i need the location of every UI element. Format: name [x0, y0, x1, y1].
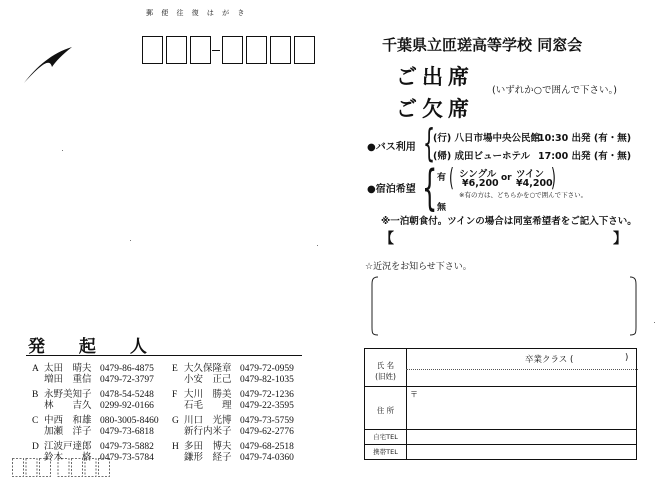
founder-phone: 0478-54-5248 — [100, 390, 154, 400]
postal-code-dash — [212, 50, 220, 51]
group-letter: E — [172, 364, 178, 374]
room-single-price: ¥6,200 — [462, 178, 499, 189]
address-input[interactable] — [420, 389, 635, 427]
bus-return-route: (帰) 成田ビューホテル — [433, 151, 531, 162]
name-label: 氏 名 — [376, 361, 395, 370]
founder-name: 石毛 理 — [184, 401, 232, 411]
lodging-label: ●宿泊希望 — [367, 184, 416, 195]
founder-name: 江波戸達郎 — [44, 442, 92, 452]
founder-name: 林 吉久 — [44, 401, 92, 411]
founder-name: 太田 晴夫 — [44, 364, 92, 374]
room-twin[interactable]: ツイン — [516, 169, 545, 180]
postal-code-box[interactable] — [142, 36, 163, 64]
bus-outbound-time[interactable]: 10:30 出発 (有・無) — [538, 133, 632, 144]
postal-mark-icon — [22, 45, 74, 85]
founders-divider — [26, 355, 302, 356]
absent-option[interactable]: ご欠席 — [396, 97, 474, 121]
group-letter: B — [32, 390, 39, 400]
news-label: ☆近況をお知らせ下さい。 — [365, 262, 472, 272]
founder-phone: 0479-73-5759 — [240, 416, 294, 426]
group-letter: G — [172, 416, 179, 426]
founder-name: 鎌形 経子 — [184, 453, 232, 463]
reply-title: 千葉県立匝瑳高等学校 同窓会 — [382, 36, 583, 54]
founder-phone: 080-3005-8460 — [100, 416, 159, 426]
room-twin-price: ¥4,200 — [516, 178, 553, 189]
founder-phone: 0479-62-2776 — [240, 427, 294, 437]
founder-phone: 0479-86-4875 — [100, 364, 154, 374]
room-single[interactable]: シングル — [459, 169, 497, 180]
speck — [654, 322, 655, 323]
postal-code-box[interactable] — [222, 36, 243, 64]
founder-name: 大川 勝美 — [184, 390, 232, 400]
founders-title: 発 起 人 — [28, 337, 161, 357]
postal-code-box[interactable] — [294, 36, 315, 64]
bus-brace: { — [423, 121, 436, 165]
founder-phone: 0479-72-0959 — [240, 364, 294, 374]
founder-name: 大久保隆章 — [184, 364, 232, 374]
founder-name: 永野美知子 — [44, 390, 92, 400]
form-row-line — [365, 386, 636, 387]
group-letter: H — [172, 442, 179, 452]
founder-name: 新行内米子 — [184, 427, 232, 437]
postal-code-box[interactable] — [246, 36, 267, 64]
class-close: ) — [625, 353, 629, 363]
postal-code-box[interactable] — [270, 36, 291, 64]
lodging-yes[interactable]: 有 — [437, 173, 447, 183]
founder-phone: 0479-73-5784 — [100, 453, 154, 463]
mobile-tel-label: 携帯TEL — [373, 448, 398, 456]
room-or: or — [501, 173, 512, 183]
founder-phone: 0299-92-0166 — [100, 401, 154, 411]
founder-name: 中西 和雄 — [44, 416, 92, 426]
group-letter: F — [172, 390, 178, 400]
founder-phone: 0479-82-1035 — [240, 375, 294, 385]
speck — [62, 150, 63, 151]
roommate-bracket-close: 】 — [613, 231, 627, 247]
address-label: 住 所 — [376, 406, 395, 415]
home-tel-label: 自宅TEL — [373, 433, 398, 441]
bus-return-time[interactable]: 17:00 出発 (有・無) — [538, 151, 632, 162]
founder-name: 川口 光博 — [184, 416, 232, 426]
founder-name: 加瀬 洋子 — [44, 427, 92, 437]
mobile-tel-input[interactable] — [406, 445, 638, 459]
attend-option[interactable]: ご出席 — [396, 65, 474, 89]
founder-phone: 0479-72-1236 — [240, 390, 294, 400]
speck — [317, 245, 318, 246]
founder-phone: 0479-73-6818 — [100, 427, 154, 437]
bus-label: ●バス利用 — [367, 142, 416, 153]
lodging-no[interactable]: 無 — [437, 203, 447, 213]
home-tel-input[interactable] — [406, 430, 638, 444]
room-paren-close: ) — [551, 163, 556, 192]
breakfast-note: ※一泊朝食付。ツインの場合は同室希望者をご記入下さい。 — [381, 216, 637, 227]
group-letter: A — [32, 364, 39, 374]
founder-phone: 0479-22-3595 — [240, 401, 294, 411]
founder-phone: 0479-73-5882 — [100, 442, 154, 452]
roommate-bracket-open: 【 — [380, 231, 394, 247]
speck — [130, 240, 131, 241]
postal-code-box[interactable] — [166, 36, 187, 64]
founder-name: 多田 博夫 — [184, 442, 232, 452]
group-letter: D — [32, 442, 39, 452]
name-input[interactable] — [406, 369, 638, 385]
room-paren-open: ( — [449, 163, 454, 192]
sender-postal-boxes[interactable] — [12, 458, 112, 478]
lodging-note: ※有の方は、どちらかを○で囲んで下さい。 — [459, 191, 588, 199]
founder-phone: 0479-72-3797 — [100, 375, 154, 385]
zip-mark: 〒 — [410, 390, 418, 399]
founder-phone: 0479-74-0360 — [240, 453, 294, 463]
old-name-label: (旧姓) — [375, 372, 396, 381]
postcard-type-label: 郵 便 往 復 は が き — [146, 9, 248, 17]
lodging-brace: { — [422, 160, 438, 216]
bus-outbound-route: (行) 八日市場中央公民館 — [433, 133, 540, 144]
contact-form — [364, 348, 637, 460]
class-label: 卒業クラス ( — [525, 355, 574, 365]
founder-name: 増田 重信 — [44, 375, 92, 385]
founder-phone: 0479-68-2518 — [240, 442, 294, 452]
news-write-area[interactable] — [370, 275, 638, 337]
postal-code-box[interactable] — [190, 36, 211, 64]
attend-instruction: (いずれか○で囲んで下さい。) — [492, 85, 617, 96]
founder-name: 鈴木 格 — [44, 453, 92, 463]
group-letter: C — [32, 416, 39, 426]
founder-name: 小安 正己 — [184, 375, 232, 385]
